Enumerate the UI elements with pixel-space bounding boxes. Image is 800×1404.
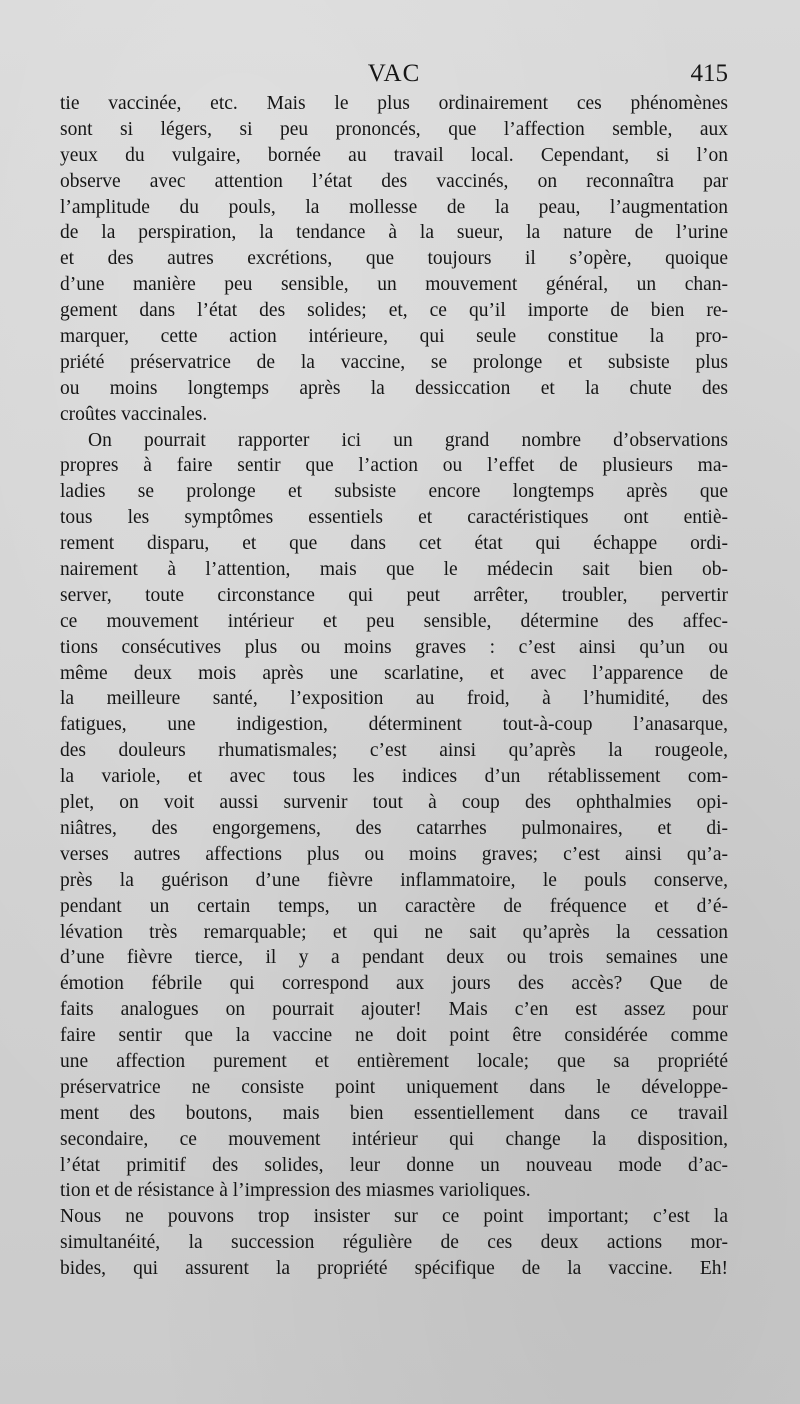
text-line: une affection purement et entièrement locale; que sa propriété [60, 1050, 728, 1072]
text-line: rement disparu, et que dans cet état qui échappe ordi- [60, 533, 728, 555]
paragraph-start-line: On pourrait rapporter ici un grand nombre d’observations [88, 429, 728, 451]
text-line: des douleurs rhumatismales; c’est ainsi qu’après la rougeole, [60, 740, 728, 762]
text-line: fatigues, une indigestion, déterminent tout-à-coup l’anasarque, [60, 714, 728, 736]
text-line: nairement à l’attention, mais que le médecin sait bien ob- [60, 559, 728, 581]
text-line: tie vaccinée, etc. Mais le plus ordinairement ces phénomènes [60, 93, 728, 114]
running-head-title: VAC [367, 60, 421, 87]
text-line: la meilleure santé, l’exposition au froid, à l’humidité, des [60, 688, 728, 710]
text-line: propres à faire sentir que l’action ou l’effet de plusieurs ma- [60, 455, 728, 477]
paragraph-end-line: tion et de résistance à l’impression des miasmes varioliques. [60, 1180, 531, 1202]
text-line: d’une manière peu sensible, un mouvement général, un chan- [60, 274, 728, 296]
text-line: verses autres affections plus ou moins graves; c’est ainsi qu’a- [60, 843, 728, 865]
text-line: simultanéité, la succession régulière de ces deux actions mor- [60, 1232, 728, 1254]
text-line: tions consécutives plus ou moins graves : c’est ainsi qu’un ou [60, 636, 728, 658]
text-line: sont si légers, si peu prononcés, que l’affection semble, aux [60, 118, 728, 140]
text-line: de la perspiration, la tendance à la sueur, la nature de l’urine [60, 222, 728, 244]
text-line: plet, on voit aussi survenir tout à coup des ophthalmies opi- [60, 792, 728, 814]
running-head [60, 58, 728, 90]
text-line: faire sentir que la vaccine ne doit point être considérée comme [60, 1025, 728, 1047]
text-line: d’une fièvre tierce, il y a pendant deux ou trois semaines une [60, 947, 728, 969]
text-line: l’amplitude du pouls, la mollesse de la peau, l’augmentation [60, 196, 728, 218]
body-text [60, 91, 728, 1282]
text-line: même deux mois après une scarlatine, et avec l’apparence de [60, 662, 728, 684]
text-line: la variole, et avec tous les indices d’un rétablissement com- [60, 766, 728, 788]
text-line: lévation très remarquable; et qui ne sait qu’après la cessation [60, 921, 728, 943]
text-line: ce mouvement intérieur et peu sensible, détermine des affec- [60, 610, 728, 632]
text-line: émotion fébrile qui correspond aux jours des accès? Que de [60, 973, 728, 995]
text-line: secondaire, ce mouvement intérieur qui change la disposition, [60, 1128, 728, 1150]
text-line: niâtres, des engorgemens, des catarrhes pulmonaires, et di- [60, 817, 728, 839]
text-line: server, toute circonstance qui peut arrêter, troubler, pervertir [60, 584, 728, 606]
text-line: ladies se prolonge et subsiste encore longtemps après que [60, 481, 728, 503]
text-line: bides, qui assurent la propriété spécifique de la vaccine. Eh! [60, 1258, 728, 1280]
text-line: priété préservatrice de la vaccine, se prolonge et subsiste plus [60, 351, 728, 373]
text-line: ou moins longtemps après la dessiccation et la chute des [60, 377, 728, 399]
text-line: près la guérison d’une fièvre inflammatoire, le pouls conserve, [60, 869, 728, 891]
text-line: observe avec attention l’état des vaccinés, on reconnaîtra par [60, 170, 728, 192]
text-line: pendant un certain temps, un caractère de fréquence et d’é- [60, 895, 728, 917]
text-line: tous les symptômes essentiels et caractéristiques ont entiè- [60, 507, 728, 529]
text-line: yeux du vulgaire, bornée au travail local. Cependant, si l’on [60, 144, 728, 166]
text-line: marquer, cette action intérieure, qui seule constitue la pro- [60, 326, 728, 348]
paragraph-end-line: croûtes vaccinales. [60, 403, 208, 425]
text-line: préservatrice ne consiste point uniquement dans le développe- [60, 1076, 728, 1098]
text-line: et des autres excrétions, que toujours il s’opère, quoique [60, 248, 728, 270]
text-line: faits analogues on pourrait ajouter! Mais c’en est assez pour [60, 999, 728, 1021]
text-line: Nous ne pouvons trop insister sur ce point important; c’est la [60, 1206, 728, 1228]
text-line: l’état primitif des solides, leur donne un nouveau mode d’ac- [60, 1154, 728, 1176]
text-line: ment des boutons, mais bien essentiellement dans ce travail [60, 1102, 728, 1124]
page-number: 415 [690, 60, 728, 87]
text-line: gement dans l’état des solides; et, ce qu’il importe de bien re- [60, 300, 728, 322]
